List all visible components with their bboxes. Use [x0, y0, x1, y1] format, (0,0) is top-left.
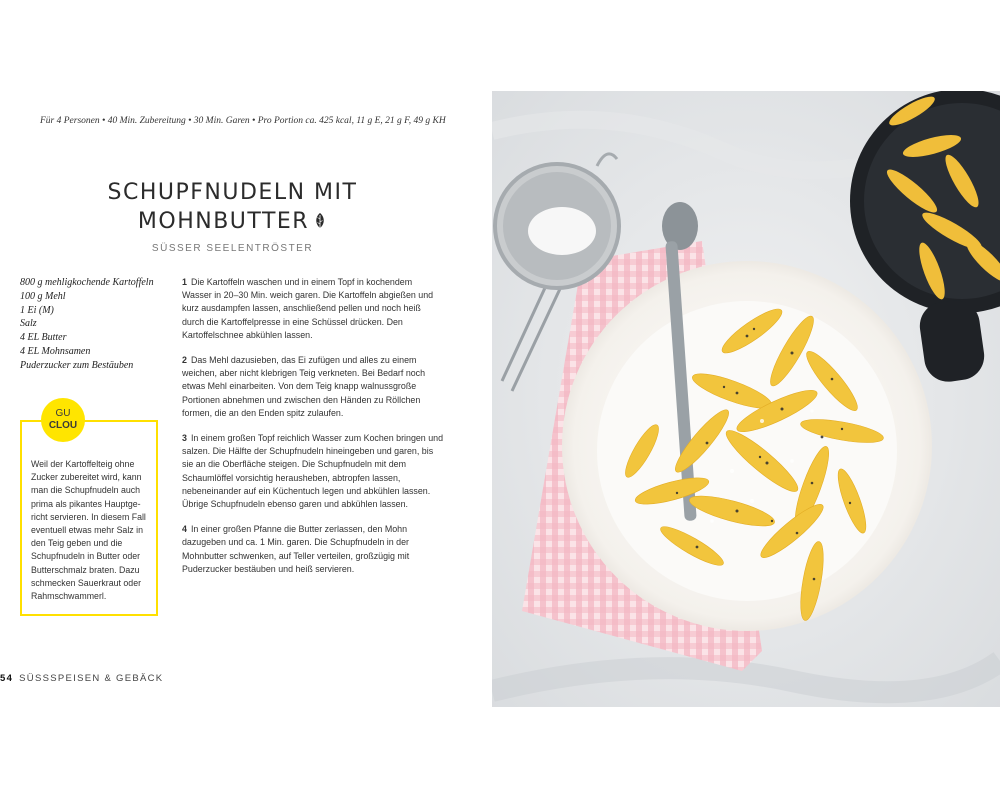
recipe-meta: Für 4 Personen • 40 Min. Zubereitung • 30 Min. Garen • Pro Portion ca. 425 kcal, 11 g E, 21 g F, 49 g KH: [40, 116, 446, 126]
ingredient-list: [20, 276, 154, 373]
step-number: 4: [182, 524, 187, 535]
step-text: In einer großen Pfanne die Butter zerlassen, den Mohn dazugeben und ca. 1 Min. garen. Die Schupfnudeln in der Mohnbutter schwenken, auf Teller verteilen, großzügig mit Puderzucker bestäuben und heiß servieren.: [182, 524, 410, 574]
page-number: 54: [0, 673, 14, 684]
badge-line1: GU: [55, 408, 71, 419]
ingredient-item: 800 g mehligkochende Kartoffeln: [20, 277, 154, 288]
ingredient-item: Salz: [20, 318, 37, 330]
ingredient-item: 4 EL Butter: [20, 332, 67, 344]
step-2: [182, 354, 444, 420]
ingredient-item: 4 EL Mohnsamen: [20, 345, 91, 357]
badge-line2: CLOU: [48, 420, 78, 431]
ingredient-item: Puderzucker zum Bestäuben: [20, 359, 134, 371]
step-text: Die Kartoffeln waschen und in einem Topf in kochendem Wasser in 20–30 Min. weich garen. Die Kartoffeln abgießen und kurz ausdampfen lassen, anschließend pellen und noch heiß durch die Kartoffelpresse in eine Schüssel drücken. Den Kartoffelschnee abkühlen lassen.: [182, 277, 434, 340]
step-3: [182, 432, 444, 511]
step-number: 2: [182, 355, 187, 366]
recipe-subtitle: SÜSSER SEELENTRÖSTER: [151, 243, 314, 254]
step-4: [182, 523, 444, 576]
step-number: 3: [182, 433, 187, 444]
instruction-steps: [182, 276, 444, 588]
recipe-title: [90, 178, 375, 236]
recipe-title-line2: MOHNBUTTER: [137, 209, 310, 234]
gu-clou-badge: [41, 398, 85, 442]
recipe-photo: [492, 91, 1000, 707]
ingredient-item: 1 Ei (M): [20, 304, 54, 316]
leaf-icon: [313, 212, 327, 230]
step-text: In einem großen Topf reichlich Wasser zum Kochen bringen und salzen. Die Hälfte der Schupfnudeln hineingeben und garen, bis sie an die Oberfläche steigen. Die Schupfnudeln mit dem Schaumlöffel vorsichtig herausheben, abtropfen lassen, nebeneinander auf ein Küchentuch legen und abkühlen lassen. Übrige Schupfnudeln ebenso garen und abkühlen lassen.: [182, 433, 444, 510]
food-photo-illustration: [492, 91, 1000, 707]
step-1: [182, 276, 444, 342]
recipe-title-line1: SCHUPFNUDELN MIT: [107, 180, 358, 205]
step-number: 1: [182, 277, 187, 287]
tip-text: Weil der Kartoffelteig ohne Zucker zubereitet wird, kann man die Schupfnudeln auch prima als pikantes Hauptge-richt servieren. In diesem Fall eventuell etwas mehr Salz in den Teig geben und die Schupfnudeln in Butter oder Butterschmalz braten. Dazu schmecken Sauerkraut oder Rahmschwammerl.: [31, 459, 146, 602]
ingredient-item: 100 g Mehl: [20, 290, 66, 302]
section-title: SÜSSSPEISEN & GEBÄCK: [19, 673, 164, 684]
page-footer: [0, 673, 163, 684]
step-text: Das Mehl dazusieben, das Ei zufügen und alles zu einem weichen, aber nicht klebrigen Teig verkneten. Bei Bedarf noch etwas Mehl einarbeiten. Von dem Teig knapp walnussgroße Portionen abnehmen und zwischen den Händen zu Röllchen formen, die an den Enden spitz zulaufen.: [182, 355, 426, 418]
